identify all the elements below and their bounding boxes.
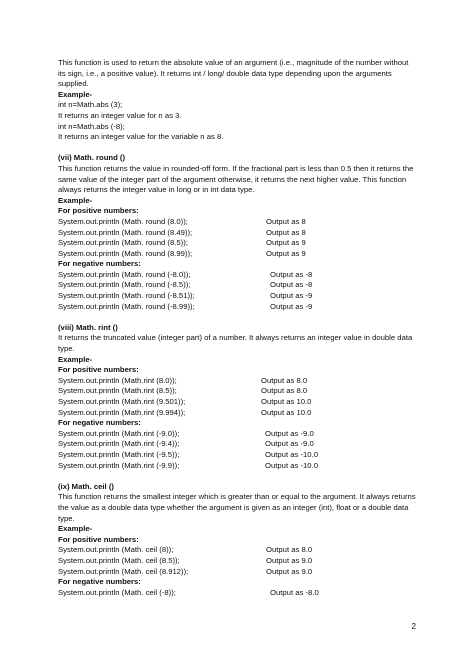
output-text: Output as 8 [266,227,306,237]
output-text: Output as 9 [266,238,306,248]
ceil-positive-row [58,545,418,556]
output-text: Output as 8.0 [266,545,313,555]
ceil-negative-row [58,588,418,599]
round-negative-row [58,291,418,302]
ceil-heading: (ix) Math. ceil () [58,481,114,491]
code-line: System.out.println (Math. round (8.5)); [58,238,188,248]
code-line: System.out.println (Math. round (8.49)); [58,227,193,237]
round-heading: (vii) Math. round () [58,153,126,163]
code-line: System.out.println (Math.rint (-9.0)); [58,428,180,438]
page-number: 2 [411,622,416,631]
rint-positive-label: For positive numbers: [58,365,139,375]
output-text: Output as -8 [270,269,313,279]
rint-intro: It returns the truncated value (integer part) of a number. It always returns an integer value in double data type. [58,333,413,354]
rint-negative-row [58,439,418,450]
ceil-intro: This function returns the smallest integer which is greater than or equal to the argument. It always returns the value as a double data type whether the argument is given as an integer (int), float or a double data type. [58,492,416,523]
ceil-positive-row [58,567,418,578]
output-text: Output as -10.0 [265,460,318,470]
round-intro: This function returns the value in rounded-off form. If the fractional part is less than 0.5 then it returns the same value of the integer part of the argument otherwise, it returns the next higher value. This function always returns the integer value in long or in int data type. [58,163,414,195]
output-text: Output as -8.0 [270,587,319,597]
code-line: System.out.println (Math.rint (-9.4)); [58,439,180,449]
ceil-negative-label: For negative numbers: [58,577,141,587]
output-text: Output as 10.0 [261,397,312,406]
code-line: System.out.println (Math. round (-8.99)); [58,301,195,311]
abs-line: It returns an integer value for n as 3. [58,110,182,120]
output-text: Output as -8 [270,280,313,290]
code-line: System.out.println (Math.rint (8.0)); [58,375,177,385]
output-text: Output as 9.0 [266,555,313,565]
rint-positive-row [58,376,418,387]
ceil-positive-label: For positive numbers: [58,534,139,544]
abs-line: int n=Math.abs (-8); [58,121,125,131]
rint-positive-row [58,408,418,419]
ceil-example-label: Example- [58,524,93,534]
code-line: System.out.println (Math.rint (-9.5)); [58,449,180,459]
rint-positive-row [58,386,418,397]
code-line: System.out.println (Math. round (-8.5)); [58,280,191,290]
code-line: System.out.println (Math.rint (8.5)); [58,386,177,396]
round-positive-row [58,217,418,228]
code-line: System.out.println (Math. ceil (8.912)); [58,566,189,576]
round-negative-label: For negative numbers: [58,259,141,269]
code-line: System.out.println (Math. ceil (-8)); [58,587,176,597]
code-line: System.out.println (Math. round (8.0)); [58,216,188,226]
page-content [58,58,418,598]
round-negative-row [58,280,418,291]
output-text: Output as 8.0 [261,386,308,396]
output-text: Output as -10.0 [265,449,318,459]
rint-negative-row [58,450,418,461]
output-text: Output as -9 [270,291,313,301]
round-negative-row [58,302,418,313]
output-text: Output as 9 [266,248,306,258]
abs-line: It returns an integer value for the variable n as 8. [58,132,224,142]
code-line: System.out.println (Math.rint (9.501)); [58,397,186,406]
code-line: System.out.println (Math. round (-8.0)); [58,269,191,279]
abs-line: int n=Math.abs (3); [58,100,123,110]
code-line: System.out.println (Math. ceil (8.5)); [58,555,180,565]
code-line: System.out.println (Math.rint (9.994)); [58,407,186,417]
output-text: Output as 8 [266,216,306,226]
round-positive-row [58,228,418,239]
round-negative-row [58,270,418,281]
round-positive-row [58,249,418,260]
rint-example-label: Example- [58,354,93,364]
output-text: Output as -9.0 [265,439,314,449]
output-text: Output as 9.0 [266,566,313,576]
rint-negative-row [58,461,418,472]
output-text: Output as -9.0 [265,428,314,438]
rint-negative-label: For negative numbers: [58,418,141,428]
rint-positive-row [58,397,418,408]
code-line: System.out.println (Math. round (8.99)); [58,248,193,258]
output-text: Output as 8.0 [261,375,308,385]
round-example-label: Example- [58,195,93,205]
abs-example-label: Example- [58,89,93,99]
code-line: System.out.println (Math.rint (-9.9)); [58,460,180,470]
ceil-positive-row [58,556,418,567]
code-line: System.out.println (Math. ceil (8)); [58,545,174,555]
rint-heading: (viii) Math. rint () [58,322,118,332]
output-text: Output as 10.0 [261,407,312,417]
abs-intro: This function is used to return the absolute value of an argument (i.e., magnitude of the number without its sign, i.e., a positive value). It returns int / long/ double data type depending upon the arguments supplied. [58,58,409,89]
output-text: Output as -9 [270,301,313,311]
round-positive-row [58,238,418,249]
code-line: System.out.println (Math. round (-8.51)); [58,291,195,301]
rint-negative-row [58,429,418,440]
round-positive-label: For positive numbers: [58,206,139,216]
